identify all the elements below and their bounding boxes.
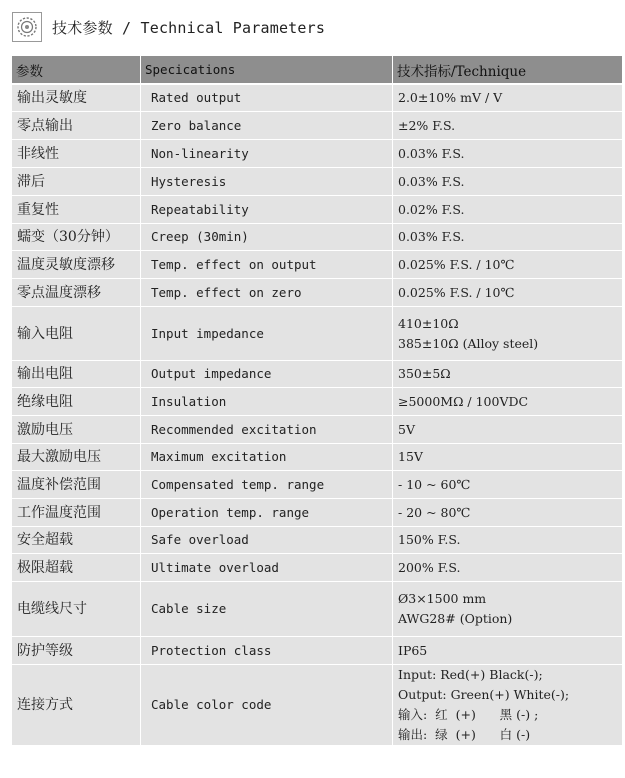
value-cell bbox=[392, 251, 622, 279]
spec-cell: Input impedance bbox=[140, 307, 392, 361]
value-cell bbox=[392, 582, 622, 637]
param-cell: 输出灵敏度 bbox=[12, 85, 140, 112]
spec-cell: Temp. effect on zero bbox=[140, 279, 392, 307]
table-row bbox=[12, 499, 622, 527]
param-cell: 工作温度范围 bbox=[12, 499, 140, 527]
param-cell: 非线性 bbox=[12, 140, 140, 168]
value-cell bbox=[392, 279, 622, 307]
param-cell: 重复性 bbox=[12, 196, 140, 224]
value-cell bbox=[392, 388, 622, 416]
value-cell bbox=[392, 444, 622, 471]
value-line: Ø3×1500 mm bbox=[398, 591, 487, 606]
value-cell bbox=[392, 527, 622, 554]
param-cell: 绝缘电阻 bbox=[12, 388, 140, 416]
value-cell bbox=[392, 224, 622, 251]
param-cell: 蠕变（30分钟） bbox=[12, 224, 140, 251]
table-row bbox=[12, 471, 622, 499]
value-cell bbox=[392, 85, 622, 112]
value-line: 2.0±10% mV / V bbox=[398, 90, 503, 105]
table-row bbox=[12, 196, 622, 224]
value-line: 15V bbox=[398, 449, 423, 464]
param-cell: 零点温度漂移 bbox=[12, 279, 140, 307]
value-line: - 10 ~ 60℃ bbox=[398, 476, 471, 492]
value-line: 0.03% F.S. bbox=[398, 229, 465, 244]
table-header bbox=[12, 56, 622, 85]
table-row bbox=[12, 554, 622, 582]
section-title bbox=[12, 12, 325, 42]
value-line: 0.025% F.S. / 10℃ bbox=[398, 284, 515, 300]
table-row bbox=[12, 361, 622, 388]
table-row bbox=[12, 251, 622, 279]
value-cell bbox=[392, 112, 622, 140]
value-cell bbox=[392, 554, 622, 582]
technical-parameters-table bbox=[12, 56, 622, 746]
spec-cell: Protection class bbox=[140, 637, 392, 665]
table-row bbox=[12, 582, 622, 637]
value-line: ±2% F.S. bbox=[398, 117, 456, 133]
table-row bbox=[12, 388, 622, 416]
value-line: 输出: 绿 (+) 白 (-) bbox=[398, 727, 531, 742]
value-line: 输入: 红 (+) 黑 (-) ; bbox=[398, 707, 539, 722]
spec-cell: Cable color code bbox=[140, 665, 392, 746]
spec-cell: Ultimate overload bbox=[140, 554, 392, 582]
value-line: - 20 ~ 80℃ bbox=[398, 504, 471, 520]
value-cell bbox=[392, 140, 622, 168]
value-line: 5V bbox=[398, 421, 415, 437]
value-line: 350±5Ω bbox=[398, 366, 451, 381]
value-line: ≥5000MΩ / 100VDC bbox=[398, 393, 529, 409]
table-row bbox=[12, 279, 622, 307]
spec-cell: Non-linearity bbox=[140, 140, 392, 168]
value-line: IP65 bbox=[398, 642, 428, 658]
value-line: 200% F.S. bbox=[398, 559, 461, 575]
param-cell: 电缆线尺寸 bbox=[12, 582, 140, 637]
table-row bbox=[12, 665, 622, 746]
value-line: 0.03% F.S. bbox=[398, 145, 465, 161]
param-cell: 温度灵敏度漂移 bbox=[12, 251, 140, 279]
value-line: 410±10Ω bbox=[398, 315, 459, 331]
spec-cell: Temp. effect on output bbox=[140, 251, 392, 279]
spec-cell: Creep (30min) bbox=[140, 224, 392, 251]
param-cell: 激励电压 bbox=[12, 416, 140, 444]
value-cell bbox=[392, 196, 622, 224]
spec-cell: Zero balance bbox=[140, 112, 392, 140]
spec-cell: Safe overload bbox=[140, 527, 392, 554]
param-cell: 连接方式 bbox=[12, 665, 140, 746]
column-header-param: 参数 bbox=[12, 56, 140, 85]
spec-cell: Repeatability bbox=[140, 196, 392, 224]
value-cell bbox=[392, 361, 622, 388]
param-cell: 温度补偿范围 bbox=[12, 471, 140, 499]
table-body bbox=[12, 85, 622, 746]
table-row bbox=[12, 168, 622, 196]
spec-cell: Maximum excitation bbox=[140, 444, 392, 471]
spec-cell: Compensated temp. range bbox=[140, 471, 392, 499]
value-cell bbox=[392, 665, 622, 746]
param-cell: 滞后 bbox=[12, 168, 140, 196]
value-line: Output: Green(+) White(-); bbox=[398, 687, 570, 702]
spec-cell: Insulation bbox=[140, 388, 392, 416]
table-row bbox=[12, 140, 622, 168]
value-cell bbox=[392, 416, 622, 444]
spec-cell: Cable size bbox=[140, 582, 392, 637]
value-line: 0.02% F.S. bbox=[398, 201, 465, 217]
table-row bbox=[12, 416, 622, 444]
table-row bbox=[12, 444, 622, 471]
value-cell bbox=[392, 307, 622, 361]
column-header-technique: 技术指标/Technique bbox=[392, 56, 622, 85]
param-cell: 防护等级 bbox=[12, 637, 140, 665]
param-cell: 极限超载 bbox=[12, 554, 140, 582]
value-line: AWG28# (Option) bbox=[398, 611, 513, 626]
table-row bbox=[12, 85, 622, 112]
value-cell bbox=[392, 168, 622, 196]
value-line: Input: Red(+) Black(-); bbox=[398, 667, 543, 682]
param-cell: 输入电阻 bbox=[12, 307, 140, 361]
spec-cell: Operation temp. range bbox=[140, 499, 392, 527]
param-cell: 零点输出 bbox=[12, 112, 140, 140]
value-line: 385±10Ω (Alloy steel) bbox=[398, 335, 539, 351]
spec-cell: Recommended excitation bbox=[140, 416, 392, 444]
table-row bbox=[12, 112, 622, 140]
column-header-spec: Specications bbox=[140, 56, 392, 85]
param-cell: 最大激励电压 bbox=[12, 444, 140, 471]
value-line: 150% F.S. bbox=[398, 532, 461, 547]
param-cell: 输出电阻 bbox=[12, 361, 140, 388]
page-title: 技术参数 / Technical Parameters bbox=[52, 18, 326, 37]
table-row bbox=[12, 224, 622, 251]
spec-cell: Output impedance bbox=[140, 361, 392, 388]
value-cell bbox=[392, 499, 622, 527]
table-row bbox=[12, 307, 622, 361]
spec-cell: Rated output bbox=[140, 85, 392, 112]
value-line: 0.025% F.S. / 10℃ bbox=[398, 256, 515, 272]
spec-cell: Hysteresis bbox=[140, 168, 392, 196]
value-cell bbox=[392, 637, 622, 665]
gear-logo-icon bbox=[12, 12, 42, 42]
value-line: 0.03% F.S. bbox=[398, 173, 465, 189]
table-row bbox=[12, 637, 622, 665]
table-row bbox=[12, 527, 622, 554]
param-cell: 安全超载 bbox=[12, 527, 140, 554]
value-cell bbox=[392, 471, 622, 499]
